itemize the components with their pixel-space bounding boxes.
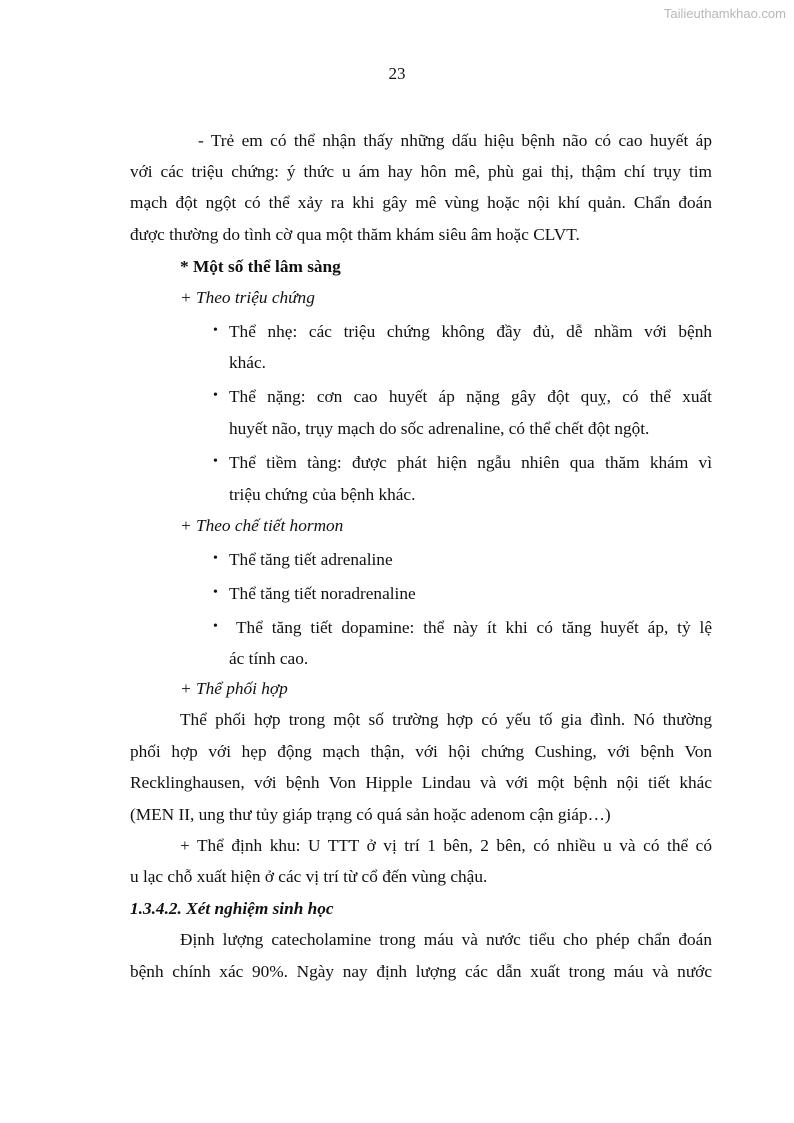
italic-subheading: + Thể phối hợp bbox=[180, 679, 288, 698]
text-line: Định lượng catecholamine trong máu và nước tiểu cho phép chẩn đoán bbox=[180, 930, 712, 949]
text-line: (MEN II, ung thư tủy giáp trạng có quá sản hoặc adenom cận giáp…) bbox=[130, 805, 611, 824]
bullet-icon: • bbox=[213, 585, 218, 600]
bullet-icon: • bbox=[213, 454, 218, 469]
text-line: huyết não, trụy mạch do sốc adrenaline, có thể chết đột ngột. bbox=[229, 419, 650, 438]
text-line: khác. bbox=[229, 353, 266, 372]
text-line: bệnh chính xác 90%. Ngày nay định lượng các dẫn xuất trong máu và nước bbox=[130, 962, 712, 981]
text-line: với các triệu chứng: ý thức u ám hay hôn mê, phù gai thị, thậm chí trụy tim bbox=[130, 162, 712, 181]
bullet-icon: • bbox=[213, 551, 218, 566]
text-line: Thể tăng tiết adrenaline bbox=[229, 550, 393, 569]
text-line: triệu chứng của bệnh khác. bbox=[229, 485, 416, 504]
watermark: Tailieuthamkhao.com bbox=[663, 6, 786, 21]
text-line: mạch đột ngột có thể xảy ra khi gây mê vùng hoặc nội khí quản. Chẩn đoán bbox=[130, 193, 712, 212]
italic-subheading: + Theo chế tiết hormon bbox=[180, 516, 344, 535]
subheading: * Một số thể lâm sàng bbox=[180, 257, 341, 276]
text-line: u lạc chỗ xuất hiện ở các vị trí từ cổ đến vùng chậu. bbox=[130, 867, 488, 886]
text-line: Thể tăng tiết dopamine: thể này ít khi có tăng huyết áp, tỷ lệ bbox=[236, 618, 712, 637]
text-line: Thể phối hợp trong một số trường hợp có yếu tố gia đình. Nó thường bbox=[180, 710, 712, 729]
text-line: - Trẻ em có thể nhận thấy những dấu hiệu bệnh não có cao huyết áp bbox=[198, 131, 712, 150]
text-line: + Thể định khu: U TTT ở vị trí 1 bên, 2 bên, có nhiều u và có thể có bbox=[180, 836, 712, 855]
text-line: Thể nhẹ: các triệu chứng không đầy đủ, dễ nhầm với bệnh bbox=[229, 322, 712, 341]
text-line: Thể tiềm tàng: được phát hiện ngẫu nhiên qua thăm khám vì bbox=[229, 453, 712, 472]
text-line: được thường do tình cờ qua một thăm khám siêu âm hoặc CLVT. bbox=[130, 225, 580, 244]
text-line: Recklinghausen, với bệnh Von Hipple Lindau và với một bệnh nội tiết khác bbox=[130, 773, 712, 792]
bullet-icon: • bbox=[213, 323, 218, 338]
bullet-icon: • bbox=[213, 388, 218, 403]
section-heading: 1.3.4.2. Xét nghiệm sinh học bbox=[130, 899, 334, 918]
text-line: phối hợp với hẹp động mạch thận, với hội chứng Cushing, với bệnh Von bbox=[130, 742, 712, 761]
italic-subheading: + Theo triệu chứng bbox=[180, 288, 315, 307]
text-line: ác tính cao. bbox=[229, 649, 309, 668]
text-line: Thể tăng tiết noradrenaline bbox=[229, 584, 416, 603]
page-number: 23 bbox=[388, 64, 406, 83]
bullet-icon: • bbox=[213, 619, 218, 634]
text-line: Thể nặng: cơn cao huyết áp nặng gây đột quỵ, có thể xuất bbox=[229, 387, 712, 406]
